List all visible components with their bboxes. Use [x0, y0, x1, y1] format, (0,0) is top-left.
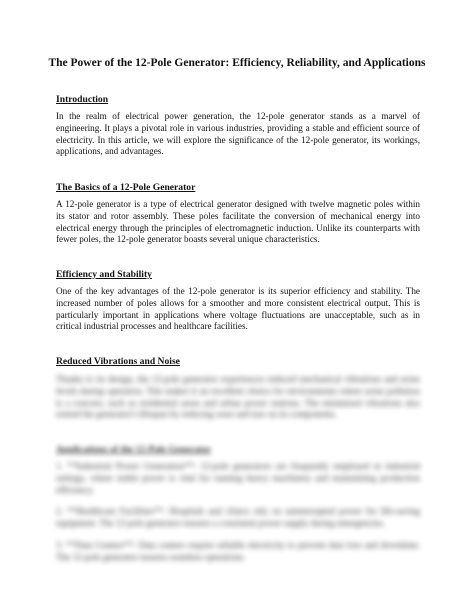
- applications-list: [56, 461, 420, 574]
- list-item: 3. **Data Centers**: Data centers require reliable electricity to prevent data loss and downtime. The 12-pole generator ensures seamless operations.: [56, 539, 420, 562]
- section-body-efficiency: One of the key advantages of the 12-pole generator is its superior efficiency and stability. The increased number of poles allows for a smoother and more consistent electrical output. This is particularly important in applications where voltage fluctuations are unacceptable, such as in critical industrial processes and healthcare facilities.: [56, 286, 420, 332]
- section-heading-vibrations: Reduced Vibrations and Noise: [56, 356, 180, 367]
- section-heading-introduction: Introduction: [56, 94, 109, 105]
- document-title: The Power of the 12-Pole Generator: Efficiency, Reliability, and Applications: [48, 57, 426, 69]
- section-body-basics: A 12-pole generator is a type of electrical generator designed with twelve magnetic poles within its stator and rotor assembly. These poles facilitate the conversion of mechanical energy into electrical energy through the principles of electromagnetic induction. Unlike its counterparts with fewer poles, the 12-pole generator boasts several unique characteristics.: [56, 199, 420, 245]
- section-heading-basics: The Basics of a 12-Pole Generator: [56, 182, 196, 193]
- section-heading-efficiency: Efficiency and Stability: [56, 269, 152, 280]
- list-item: 2. **Healthcare Facilities**: Hospitals and clinics rely on uninterrupted power for life-saving equipment. The 12-pole generator ensures a consistent power supply during emergencies.: [56, 506, 420, 529]
- list-item: 1. **Industrial Power Generation**: 12-pole generators are frequently employed in industrial settings, where stable power is vital for running heavy machinery and maintaining production efficiency.: [56, 461, 420, 495]
- section-body-vibrations: Thanks to its design, the 12-pole generator experiences reduced mechanical vibrations and noise levels during operation. This makes it an excellent choice for environments where noise pollution is a concern, such as residential areas and urban power stations. The minimized vibrations also extend the generator's lifespan by reducing wear and tear on its components.: [56, 374, 420, 420]
- section-heading-applications: Applications of the 12-Pole Generator: [56, 444, 212, 455]
- section-body-introduction: In the realm of electrical power generation, the 12-pole generator stands as a marvel of engineering. It plays a pivotal role in various industries, providing a stable and efficient source of electricity. In this article, we will explore the significance of the 12-pole generator, its workings, applications, and advantages.: [56, 111, 420, 157]
